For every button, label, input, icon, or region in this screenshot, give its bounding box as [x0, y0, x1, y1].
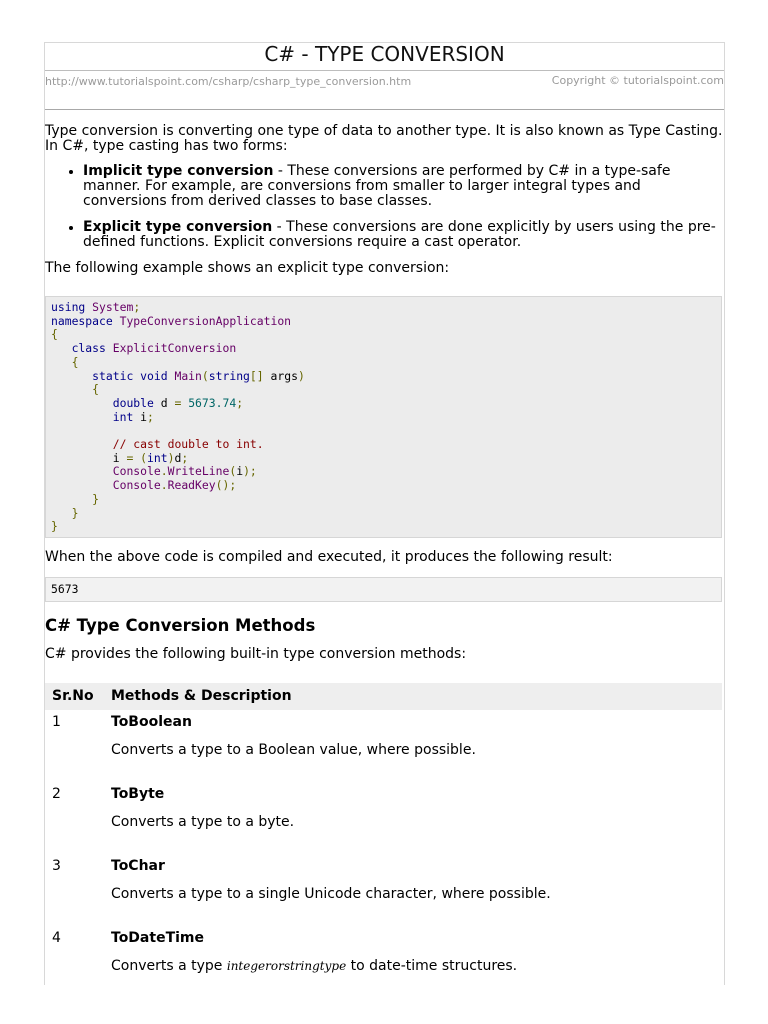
list-item — [83, 220, 724, 250]
table-row — [45, 854, 722, 926]
table-row — [45, 782, 722, 854]
intro-paragraph: Type conversion is converting one type of data to another type. It is also known as Type Casting. In C#, type casting has two forms: — [45, 123, 723, 154]
table-row — [45, 926, 722, 998]
form-term: Implicit type conversion — [83, 163, 274, 179]
document-page — [44, 42, 725, 985]
row-number: 4 — [52, 930, 61, 946]
method-name: ToBoolean — [111, 714, 192, 730]
desc-post: to date-time structures. — [346, 958, 518, 974]
desc-pre: Converts a type — [111, 958, 227, 974]
method-name: ToByte — [111, 786, 165, 802]
form-term: Explicit type conversion — [83, 219, 273, 235]
method-description: Converts a type to a single Unicode character, where possible. — [111, 886, 551, 902]
desc-italic: integerorstringtype — [226, 959, 347, 973]
row-number: 1 — [52, 714, 61, 730]
column-header-srno: Sr.No — [45, 683, 104, 710]
copyright-notice: Copyright © tutorialspoint.com — [551, 74, 724, 87]
method-description — [111, 959, 715, 974]
methods-intro: C# provides the following built-in type conversion methods: — [45, 646, 467, 662]
methods-heading: C# Type Conversion Methods — [45, 616, 316, 635]
methods-table — [45, 683, 722, 998]
list-item — [83, 164, 724, 209]
row-number: 2 — [52, 786, 61, 802]
method-name: ToDateTime — [111, 930, 204, 946]
method-cell — [104, 926, 722, 998]
table-header-row — [45, 683, 722, 710]
example-intro: The following example shows an explicit type conversion: — [45, 260, 450, 276]
conversion-forms-list — [45, 164, 724, 250]
form-text: - These conversions are done explicitly by users using the pre-defined functions. Explicit conversions require a cast operator. — [83, 219, 716, 250]
method-cell — [104, 854, 722, 926]
source-url[interactable]: http://www.tutorialspoint.com/csharp/csharp_type_conversion.htm — [45, 75, 412, 88]
code-block: using System; namespace TypeConversionApplication { class ExplicitConversion { static void Main(string[] args) { double d = 5673.74; int i; // cast double to int. i = (int)d; Console.WriteLine(i); Console.ReadKey(); } } } — [45, 296, 722, 538]
form-text: - These conversions are performed by C# in a type-safe manner. For example, are conversions from smaller to larger integral types and conversions from derived classes to base classes. — [83, 163, 671, 209]
output-block: 5673 — [45, 577, 722, 602]
result-intro: When the above code is compiled and executed, it produces the following result: — [45, 549, 613, 565]
method-cell — [104, 782, 722, 854]
url-bar — [45, 71, 724, 110]
row-number: 3 — [52, 858, 61, 874]
method-description: Converts a type to a Boolean value, where possible. — [111, 742, 476, 758]
table-row — [45, 710, 722, 782]
page-title: C# - TYPE CONVERSION — [45, 43, 724, 71]
method-description: Converts a type to a byte. — [111, 814, 295, 830]
article-content — [45, 124, 724, 998]
column-header-methods: Methods & Description — [104, 683, 722, 710]
method-name: ToChar — [111, 858, 165, 874]
method-cell — [104, 710, 722, 782]
